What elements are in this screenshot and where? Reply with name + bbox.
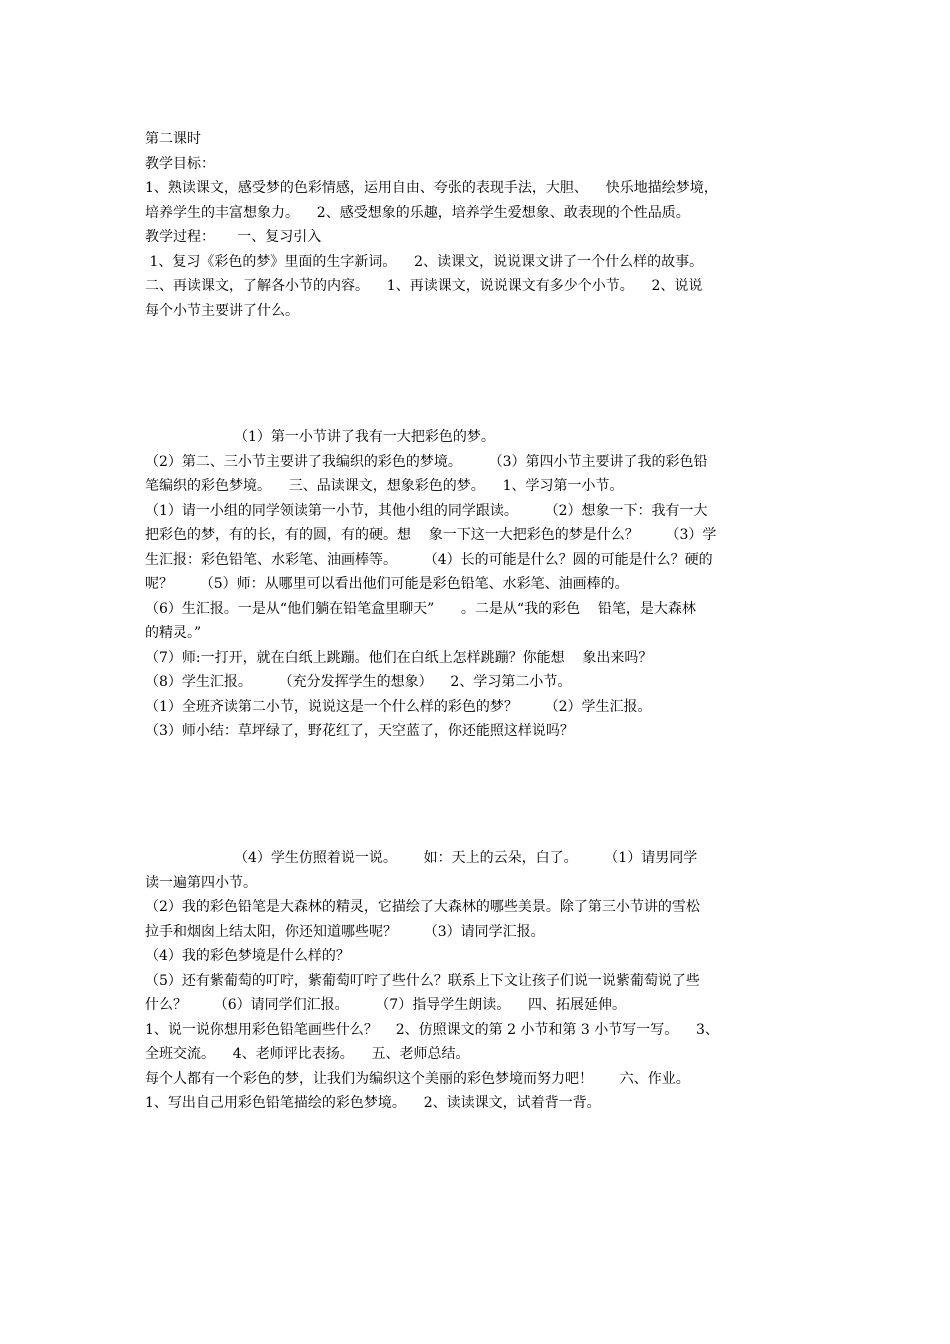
text-line: 1、写出自己用彩色铅笔描绘的彩色梦境。 2、读读课文，试着背一背。 <box>145 1095 601 1111</box>
text-line: （7）师:一打开，就在白纸上跳蹦。他们在白纸上怎样跳蹦？你能想 象出来吗？ <box>145 649 653 666</box>
text-line: （4）学生仿照着说一说。 如：天上的云朵，白了。 （1）请男同学 <box>145 850 698 866</box>
text-line: 生汇报：彩色铅笔、水彩笔、油画棒等。 （4）长的可能是什么？圆的可能是什么？硬的 <box>145 551 713 568</box>
text-line: （6）生汇报。一是从“他们躺在铅笔盒里聊天” 。二是从“我的彩色 铅笔，是大森林 <box>145 600 696 617</box>
text-line: （1）全班齐读第二小节，说说这是一个什么样的彩色的梦？ （2）学生汇报。 <box>145 698 652 715</box>
text-line: 拉手和烟囱上结太阳，你还知道哪些呢？ （3）请同学汇报。 <box>145 923 545 940</box>
text-line: （2）第二、三小节主要讲了我编织的彩色的梦境。 （3）第四小节主要讲了我的彩色铅 <box>145 453 708 470</box>
text-line: 每个小节主要讲了什么。 <box>145 302 299 319</box>
reading-section <box>145 425 815 744</box>
text-line: （1）第一小节讲了我有一大把彩色的梦。 <box>145 429 495 445</box>
text-line: （8）学生汇报。 （充分发挥学生的想象） 2、学习第二小节。 <box>145 674 572 690</box>
text-line: 什么？ （6）请同学们汇报。 （7）指导学生朗读。 四、拓展延伸。 <box>145 997 627 1013</box>
text-line: 呢？ （5）师：从哪里可以看出他们可能是彩色铅笔、水彩笔、油画棒的。 <box>145 576 629 592</box>
text-line: 教学目标： <box>145 155 215 172</box>
text-line: 全班交流。 4、老师评比表扬。 五、老师总结。 <box>145 1046 470 1062</box>
text-line: （3）师小结：草坪绿了，野花红了，天空蓝了，你还能照这样说吗？ <box>145 723 574 739</box>
lesson-objectives-section <box>145 127 815 323</box>
text-line: （4）我的彩色梦境是什么样的？ <box>145 948 350 964</box>
text-line: 的精灵。” <box>145 625 202 641</box>
text-line: （1）请一小组的同学领读第一小节，其他小组的同学跟读。 （2）想象一下：我有一大 <box>145 502 708 519</box>
text-line: 把彩色的梦，有的长，有的圆，有的硬。想 象一下这一大把彩色的梦是什么？ （3）学 <box>145 527 717 543</box>
text-line: （5）还有紫葡萄的叮咛，紫葡萄叮咛了些什么？联系上下文让孩子们说一说紫葡萄说了些 <box>145 972 700 989</box>
text-line: （2）我的彩色铅笔是大森林的精灵，它描绘了大森林的哪些美景。除了第三小节讲的雪松 <box>145 899 700 915</box>
text-line: 二、再读课文，了解各小节的内容。 1、再读课文，说说课文有多少个小节。 2、说说 <box>145 278 703 294</box>
text-line: 1、熟读课文，感受梦的色彩情感，运用自由、夸张的表现手法，大胆、 快乐地描绘梦境， <box>145 180 718 196</box>
text-line: 1、复习《彩色的梦》里面的生字新词。 2、读课文，说说课文讲了一个什么样的故事。 <box>145 253 704 270</box>
text-line: 第二课时 <box>145 131 201 147</box>
text-line: 教学过程： 一、复习引入 <box>145 229 322 245</box>
extension-section <box>145 846 815 1116</box>
text-line: 培养学生的丰富想象力。 2、感受想象的乐趣，培养学生爱想象、敢表现的个性品质。 <box>145 204 690 221</box>
text-line: 每个人都有一个彩色的梦，让我们为编织这个美丽的彩色梦境而努力吧！ 六、作业。 <box>145 1070 690 1087</box>
text-line: 笔编织的彩色梦境。 三、品读课文，想象彩色的梦。 1、学习第一小节。 <box>145 478 624 494</box>
text-line: 1、说一说你想用彩色铅笔画些什么？ 2、仿照课文的第 2 小节和第 3 小节写一写。 3、 <box>145 1021 719 1038</box>
text-line: 读一遍第四小节。 <box>145 874 257 891</box>
